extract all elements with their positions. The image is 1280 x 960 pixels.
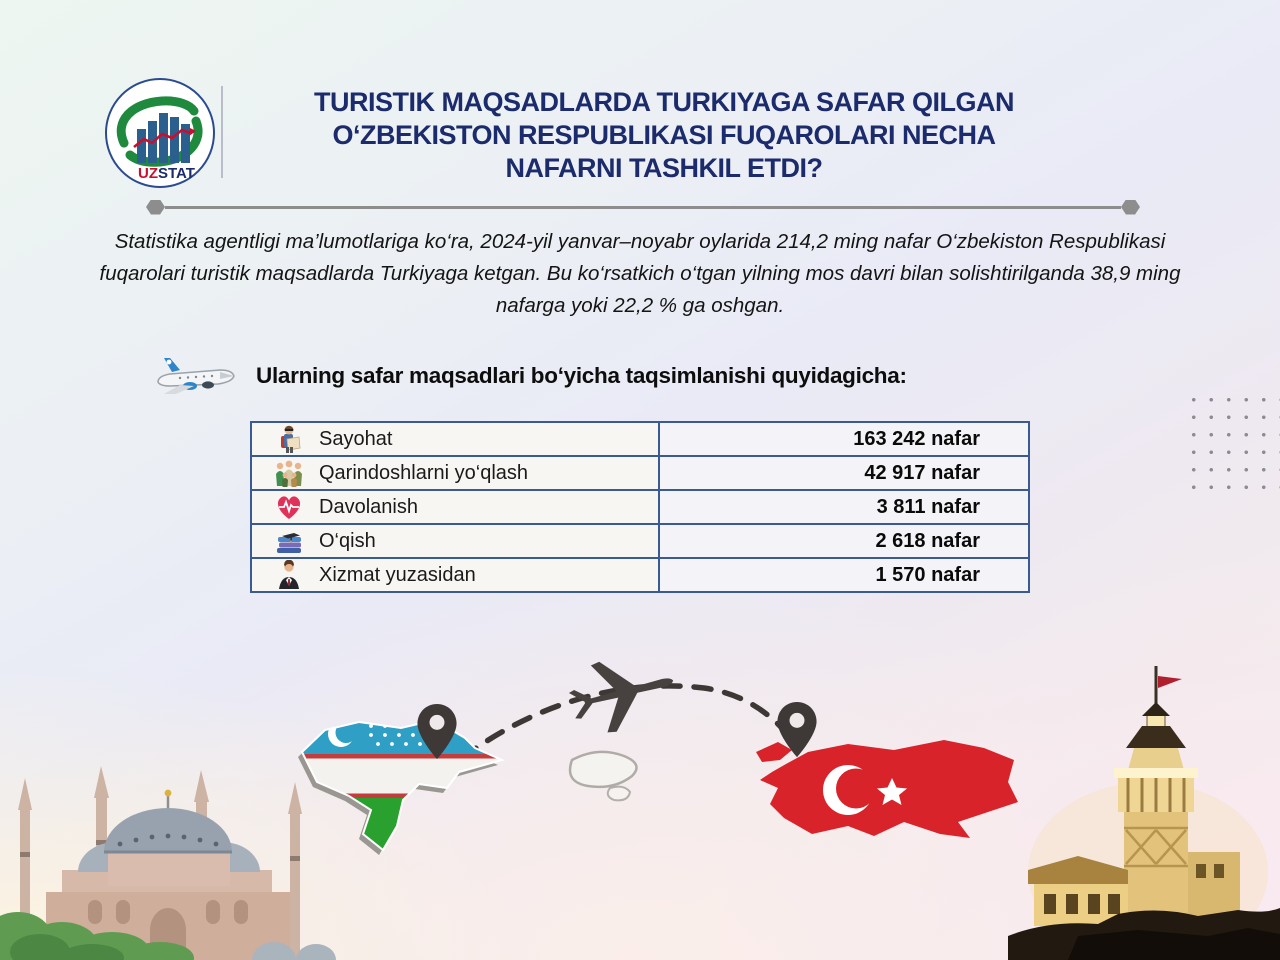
section-heading: Ularning safar maqsadlari bo‘yicha taqsimlanishi quyidagicha: — [256, 363, 907, 388]
page-title — [248, 86, 1080, 185]
table-row-value: 42 917 nafar — [660, 457, 1028, 489]
uzstat-barchart-logo-icon — [104, 77, 216, 189]
title-line-1: TURISTIK MAQSADLARDA TURKIYAGA SAFAR QILGAN — [314, 87, 1014, 117]
maiden-tower-photo — [1008, 652, 1280, 960]
table-row — [250, 557, 1030, 593]
title-line-2: O‘ZBEKISTON RESPUBLIKASI FUQAROLARI NECHA — [332, 120, 996, 150]
table-row-label: O‘qish — [319, 529, 376, 552]
logo-stat-text: STAT — [158, 165, 195, 182]
table-row-value: 3 811 nafar — [660, 491, 1028, 523]
flight-map-scene — [280, 638, 1040, 900]
airplane-photo-icon — [150, 352, 238, 400]
table-row-label: Sayohat — [319, 427, 393, 450]
logo-uz-text: UZ — [138, 165, 158, 182]
traveler-icon — [274, 424, 304, 454]
books-icon — [274, 526, 304, 556]
family-icon — [274, 458, 304, 488]
heart-pulse-icon — [274, 492, 304, 522]
table-row — [250, 421, 1030, 457]
table-row — [250, 455, 1030, 491]
table-row — [250, 523, 1030, 559]
table-row-value: 2 618 nafar — [660, 525, 1028, 557]
table-row — [250, 489, 1030, 525]
section-divider — [146, 199, 1140, 215]
table-row-value: 163 242 nafar — [660, 423, 1028, 455]
businessman-icon — [274, 560, 304, 590]
table-row-label: Xizmat yuzasidan — [319, 563, 476, 586]
table-row-value: 1 570 nafar — [660, 559, 1028, 591]
table-row-label: Qarindoshlarni yo‘qlash — [319, 461, 529, 484]
divider-hexagon-left-icon — [146, 200, 165, 215]
purpose-table — [250, 421, 1030, 593]
divider-hexagon-right-icon — [1121, 200, 1140, 215]
title-line-3: NAFARNI TASHKIL ETDI? — [505, 153, 823, 183]
uzbekistan-flag-map-icon — [297, 712, 507, 858]
header-vertical-divider — [221, 86, 223, 178]
intro-paragraph: Statistika agentligi ma’lumotlariga ko‘ra, 2024-yil yanvar–noyabr oylarida 214,2 ming nafar O‘zbekiston Respublikasi fuqarolari turistik maqsadlarda Turkiyaga ketgan. Bu ko‘rsatkich o‘tgan yilning mos davri bilan solishtirilganda 38,9 ming nafarga yoki 22,2 % ga oshgan. — [99, 230, 1181, 317]
dot-grid-pattern — [1183, 389, 1280, 497]
jet-silhouette-icon — [563, 645, 682, 740]
table-row-label: Davolanish — [319, 495, 418, 518]
